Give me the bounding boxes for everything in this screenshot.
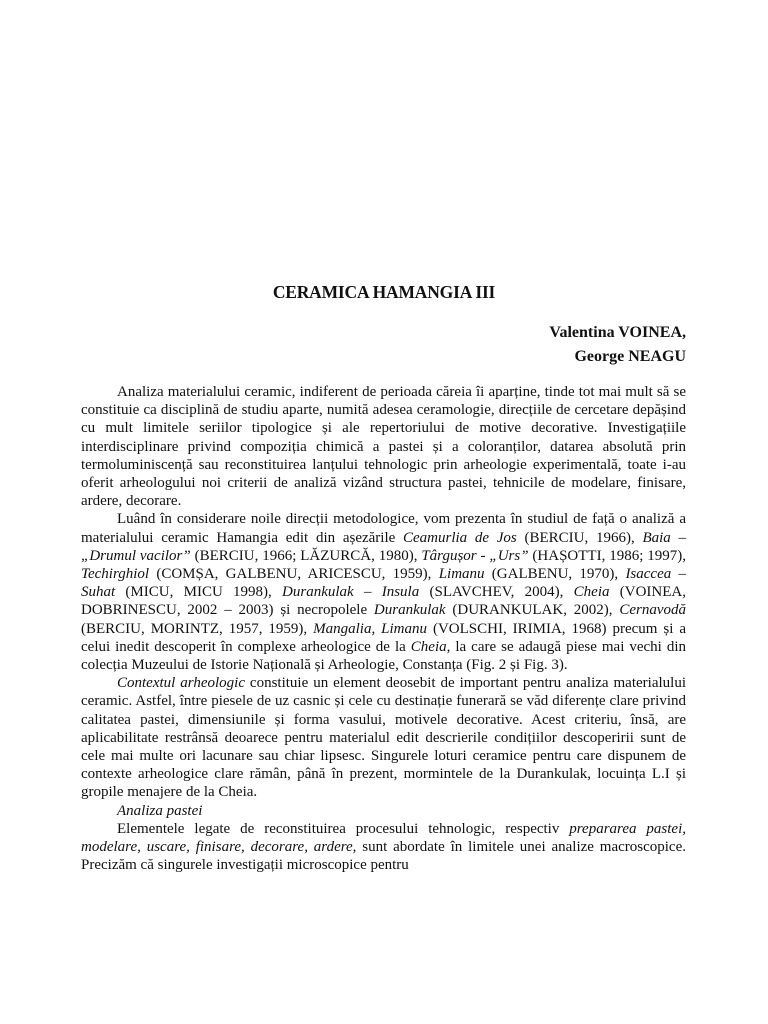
author-name: George NEAGU xyxy=(574,348,686,365)
text-run: (VOLSCHI, IRIMIA, 1968) precum și a celui inedit descoperit în complexe arheologice de la xyxy=(81,620,686,655)
italic-run: Cheia xyxy=(573,584,610,601)
paper-title: CERAMICA HAMANGIA III xyxy=(272,282,496,302)
italic-run: Durankulak – Insula xyxy=(282,584,420,601)
text-run: (BERCIU, 1966), xyxy=(516,529,643,546)
italic-run: Contextul arheologic xyxy=(117,675,245,692)
italic-run: Durankulak xyxy=(373,602,446,619)
section-subheading xyxy=(81,802,686,820)
italic-run: Ceamurlia de Jos xyxy=(403,529,517,546)
body-text xyxy=(81,383,686,874)
italic-run: prepararea pastei, modelare, uscare, finisare, decorare, ardere xyxy=(81,820,687,856)
author-list xyxy=(549,321,686,369)
text-run: (MICU, MICU 1998), xyxy=(115,584,283,601)
text-run: (SLAVCHEV, 2004), xyxy=(419,584,574,601)
text-run: (DURANKULAK, 2002), xyxy=(445,602,620,619)
italic-run: Târgușor - „Urs” xyxy=(421,547,529,564)
text-run: (GALBENU, 1970), xyxy=(484,566,626,583)
text-run: (COMȘA, GALBENU, ARICESCU, 1959), xyxy=(149,566,439,583)
italic-run: Baia – „Drumul vacilor” xyxy=(81,529,686,564)
author-name: Valentina VOINEA, xyxy=(549,324,686,341)
text-run: (HAȘOTTI, 1986; 1997), xyxy=(528,547,686,564)
text-run: (BERCIU, MORINTZ, 1957, 1959), xyxy=(81,620,314,637)
italic-run: Cheia xyxy=(410,638,447,655)
text-run: Luând în considerare noile direcții metodologice, vom prezenta în studiul de față o analiză a materialului ceramic Hamangia edit din așezările xyxy=(81,511,686,546)
text-run: constituie un element deosebit de important pentru analiza materialului ceramic. Astfel, între piesele de uz casnic și cele cu destinație funerară se văd diferențe clare privind calitatea pastei, dimensiunile și forma vasului, motivele decorative. Acest criteriu, însă, are aplicabilitate restrânsă deoarece pentru materialul edit descrierile condițiilor descoperirii sunt de cele mai multe ori lacunare sau chiar lipsesc. Singurele loturi ceramice pentru care dispunem de contexte arheologice clare rămân, până în prezent, mormintele de la Durankulak, locuința L.I și gropile menajere de la Cheia. xyxy=(81,675,686,801)
paragraph xyxy=(81,510,686,674)
text-run: , sunt abordate în limitele unei analize macroscopice. Precizăm că singurele investigații microscopice pentru xyxy=(81,839,686,874)
text-run: Analiza materialului ceramic, indiferent de perioada căreia îi aparține, tinde tot mai mult să se constituie ca disciplină de studiu aparte, numită adesea ceramologie, direcțiile de cercetare depășind cu mult limitele seriilor tipologice și ale repertoriului de motive decorative. Investigațiile interdisciplinare privind compoziția chimică a pastei și a coloranților, datarea absolută prin termoluminiscență sau reconstituirea lanțului tehnologic prin arheologie experimentală, toate i-au oferit arheologului noi criterii de analiză vizând structura pastei, tehnicile de modelare, finisare, ardere, decorare. xyxy=(81,384,686,510)
italic-run: Techirghiol xyxy=(81,566,150,583)
italic-run: Isaccea – Suhat xyxy=(81,566,686,601)
italic-run: Analiza pastei xyxy=(117,802,203,819)
italic-run: Mangalia, Limanu xyxy=(313,620,427,637)
italic-run: Limanu xyxy=(438,566,485,583)
text-run: , la care se adaugă piese mai vechi din colecția Muzeului de Istorie Națională și Arheologie, Constanța (Fig. 2 și Fig. 3). xyxy=(81,638,686,674)
paragraph xyxy=(81,820,686,875)
text-run: (BERCIU, 1966; LĂZURCĂ, 1980), xyxy=(190,547,422,564)
paragraph xyxy=(81,383,686,510)
text-run: Elementele legate de reconstituirea procesului tehnologic, respectiv xyxy=(117,820,570,837)
text-run: (VOINEA, DOBRINESCU, 2002 – 2003) și necropolele xyxy=(81,584,686,619)
italic-run: Cernavodă xyxy=(619,602,686,619)
paragraph xyxy=(81,674,686,801)
